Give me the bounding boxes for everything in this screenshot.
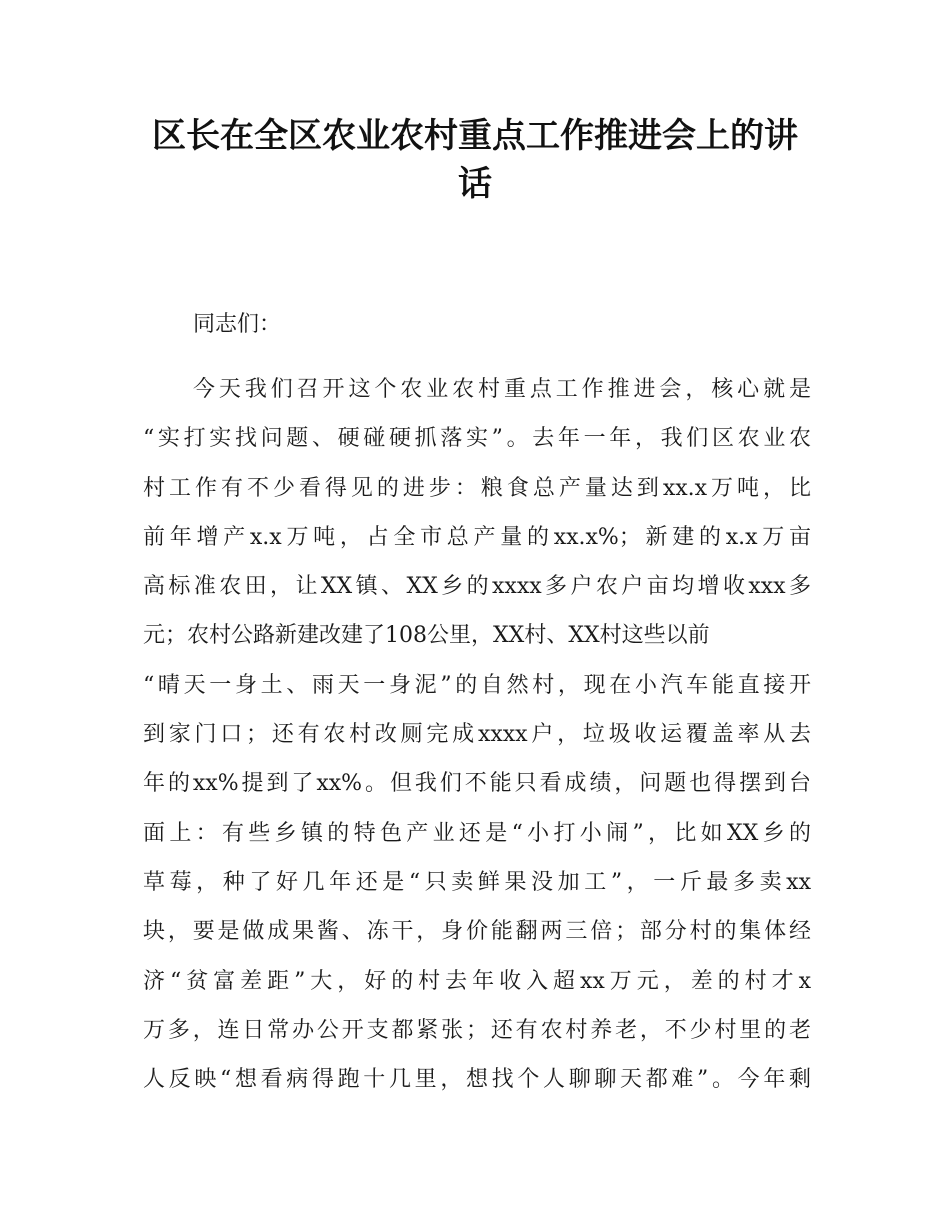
salutation: 同志们： bbox=[193, 312, 282, 337]
body-line: 到家门口；还有农村改厕完成xxxx户，垃圾收运覆盖率从去 bbox=[143, 722, 811, 748]
document-title: 区长在全区农业农村重点工作推进会上的讲话 bbox=[152, 116, 798, 204]
body-line: 前年增产x.x万吨，占全市总产量的xx.x%；新建的x.x万亩 bbox=[143, 524, 811, 550]
body-line: 万多，连日常办公开支都紧张；还有农村养老，不少村里的老 bbox=[143, 1017, 811, 1043]
body-line: 年的xx%提到了xx%。但我们不能只看成绩，问题也得摆到台 bbox=[143, 771, 811, 797]
body-line: 高标准农田，让XX镇、XX乡的xxxx多户农户亩均增收xxx多 bbox=[143, 574, 811, 600]
body-line: 济“贫富差距”大，好的村去年收入超xx万元，差的村才x bbox=[143, 968, 811, 994]
body-line: 今天我们召开这个农业农村重点工作推进会，核心就是 bbox=[193, 377, 811, 402]
body-line: “晴天一身土、雨天一身泥”的自然村，现在小汽车能直接开 bbox=[143, 672, 811, 698]
body-line: 草莓，种了好几年还是“只卖鲜果没加工”，一斤最多卖xx bbox=[143, 869, 811, 895]
body-line: 村工作有不少看得见的进步：粮食总产量达到xx.x万吨，比 bbox=[143, 475, 811, 501]
body-line: 人反映“想看病得跑十几里，想找个人聊聊天都难”。今年剩 bbox=[143, 1067, 811, 1093]
body-line: “实打实找问题、硬碰硬抓落实”。去年一年，我们区农业农 bbox=[143, 426, 811, 452]
body-paragraph bbox=[143, 370, 811, 1109]
body-line: 面上：有些乡镇的特色产业还是“小打小闹”，比如XX乡的 bbox=[143, 820, 811, 846]
body-line: 块，要是做成果酱、冻干，身价能翻两三倍；部分村的集体经 bbox=[143, 919, 811, 945]
body-line: 元；农村公路新建改建了108公里，XX村、XX村这些以前 bbox=[143, 623, 710, 649]
